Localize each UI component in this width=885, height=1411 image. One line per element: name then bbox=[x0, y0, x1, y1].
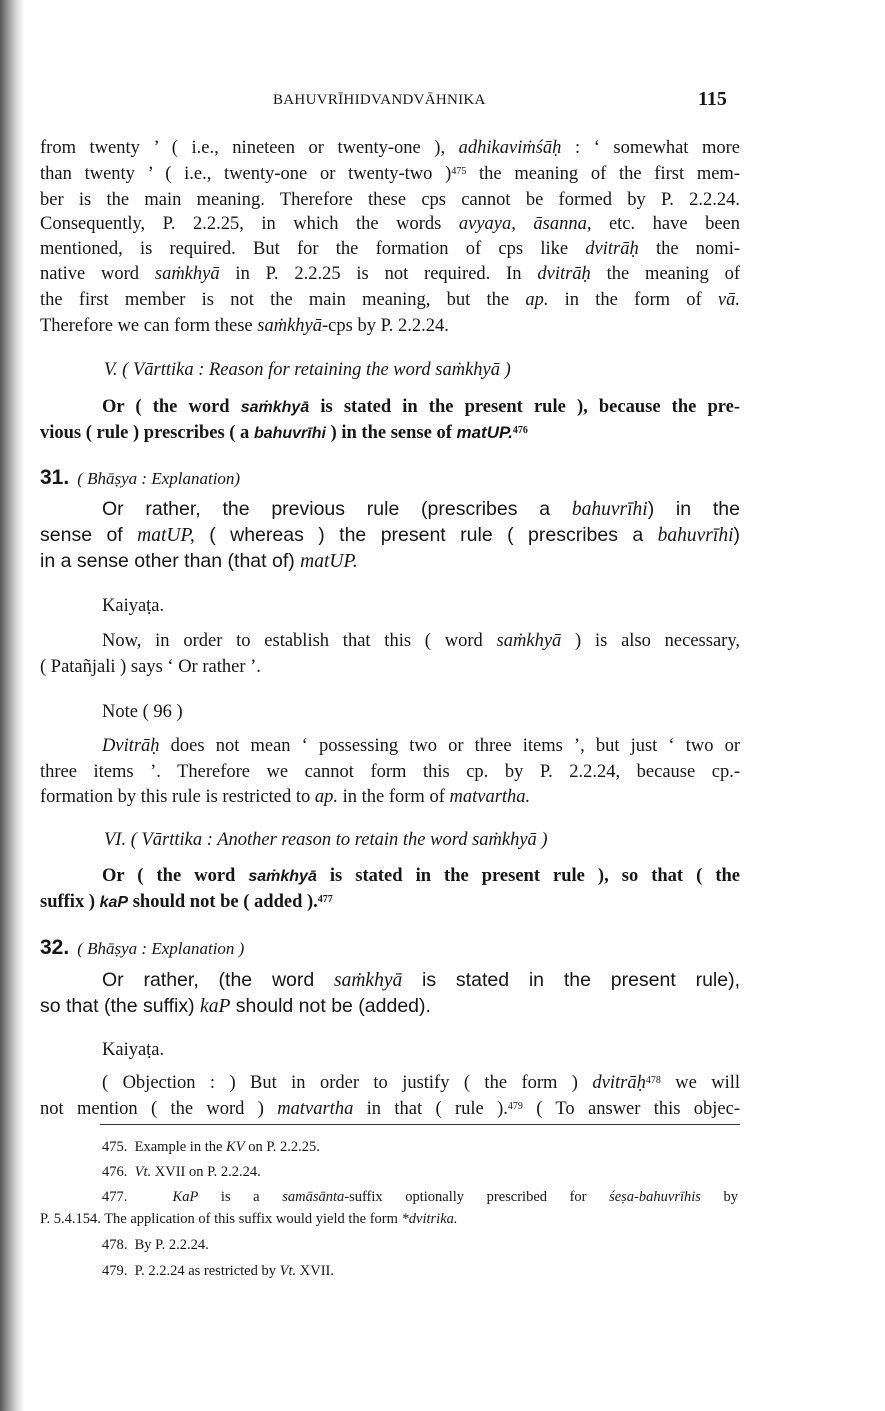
footnote-477: 477. KaP is a samāsānta-suffix optionally prescribed for śeṣa-bahuvrīhis by bbox=[102, 1189, 739, 1205]
text-line: mentioned, is required. But for the formation of cps like dvitrāḥ the nomi- bbox=[40, 239, 741, 259]
note-text: Dvitrāḥ does not mean ‘ possessing two or three items ’, but just ‘ two or bbox=[102, 736, 740, 756]
varttika-heading-v: V. ( Vārttika : Reason for retaining the word saṁkhyā ) bbox=[104, 360, 511, 380]
varttika-text: Or ( the word saṁkhyā is stated in the present rule ), so that ( the bbox=[102, 866, 740, 886]
note-label: Note ( 96 ) bbox=[102, 702, 183, 722]
footnote-476: 476. Vt. XVII on P. 2.2.24. bbox=[102, 1164, 261, 1180]
bhasya-text: sense of matUP, ( whereas ) the present rule ( prescribes a bahuvrīhi) bbox=[40, 524, 740, 546]
text-line: from twenty ’ ( i.e., nineteen or twenty-one ), adhikaviṁśāḥ : ‘ somewhat more bbox=[40, 138, 741, 158]
kaiyata-text: not mention ( the word ) matvartha in that ( rule ).$^{479}$ ( To answer this objec- bbox=[40, 1099, 741, 1119]
kaiyata-label: Kaiyaṭa. bbox=[102, 1040, 165, 1060]
footnote-478: 478. By P. 2.2.24. bbox=[102, 1237, 209, 1253]
footnote-divider bbox=[100, 1124, 740, 1125]
text-line: the first member is not the main meaning, but the ap. in the form of vā. bbox=[40, 290, 740, 310]
varttika-text: vious ( rule ) prescribes ( a bahuvrīhi ) in the sense of matUP.$^{476}$ bbox=[40, 423, 528, 443]
varttika-text: suffix ) kaP should not be ( added ).$^{477}$ bbox=[40, 892, 333, 912]
footnote-477-cont: P. 5.4.154. The application of this suffix would yield the form *dvitrika. bbox=[40, 1211, 458, 1227]
text-line: Therefore we can form these saṁkhyā-cps by P. 2.2.24. bbox=[40, 316, 449, 336]
footnote-ref: 479 bbox=[507, 1101, 523, 1112]
kaiyata-label: Kaiyaṭa. bbox=[102, 596, 165, 616]
footnote-475: 475. Example in the KV on P. 2.2.25. bbox=[102, 1139, 320, 1155]
text-line: ber is the main meaning. Therefore these cps cannot be formed by P. 2.2.24. bbox=[40, 190, 740, 210]
section-31-heading: 31. ( Bhāṣya : Explanation) bbox=[40, 466, 241, 489]
varttika-text: Or ( the word saṁkhyā is stated in the present rule ), because the pre- bbox=[102, 397, 740, 417]
note-text: three items ’. Therefore we cannot form this cp. by P. 2.2.24, because cp.- bbox=[40, 762, 740, 782]
bhasya-text: so that (the suffix) kaP should not be (added). bbox=[40, 995, 431, 1017]
bhasya-text: Or rather, (the word saṁkhyā is stated in the present rule), bbox=[102, 969, 740, 991]
note-text: formation by this rule is restricted to ap. in the form of matvartha. bbox=[40, 787, 531, 807]
text-line: native word saṁkhyā in P. 2.2.25 is not required. In dvitrāḥ the meaning of bbox=[40, 264, 740, 284]
footnote-ref: 477 bbox=[317, 894, 333, 905]
footnote-ref: 478 bbox=[645, 1075, 661, 1086]
footnote-479: 479. P. 2.2.24 as restricted by Vt. XVII. bbox=[102, 1263, 334, 1279]
text-line: Consequently, P. 2.2.25, in which the words avyaya, āsanna, etc. have been bbox=[40, 214, 740, 234]
footnote-ref: 476 bbox=[512, 425, 528, 436]
varttika-heading-vi: VI. ( Vārttika : Another reason to retain the word saṁkhyā ) bbox=[104, 830, 548, 850]
page-number: 115 bbox=[698, 88, 727, 110]
kaiyata-text: Now, in order to establish that this ( word saṁkhyā ) is also necessary, bbox=[102, 631, 740, 651]
footnote-ref: 475 bbox=[451, 166, 467, 177]
running-header: BAHUVRĪHIDVANDVĀHNIKA bbox=[273, 92, 486, 108]
kaiyata-text: ( Objection : ) But in order to justify ( the form ) dvitrāḥ$^{478}$ we will bbox=[102, 1073, 740, 1093]
kaiyata-text: ( Patañjali ) says ‘ Or rather ’. bbox=[40, 657, 261, 677]
bhasya-text: in a sense other than (that of) matUP. bbox=[40, 550, 358, 572]
text-line: than twenty ’ ( i.e., twenty-one or twenty-two )$^{475}$ the meaning of the first mem- bbox=[40, 164, 740, 184]
section-32-heading: 32. ( Bhāṣya : Explanation ) bbox=[40, 936, 245, 959]
bhasya-text: Or rather, the previous rule (prescribes a bahuvrīhi) in the bbox=[102, 498, 740, 520]
